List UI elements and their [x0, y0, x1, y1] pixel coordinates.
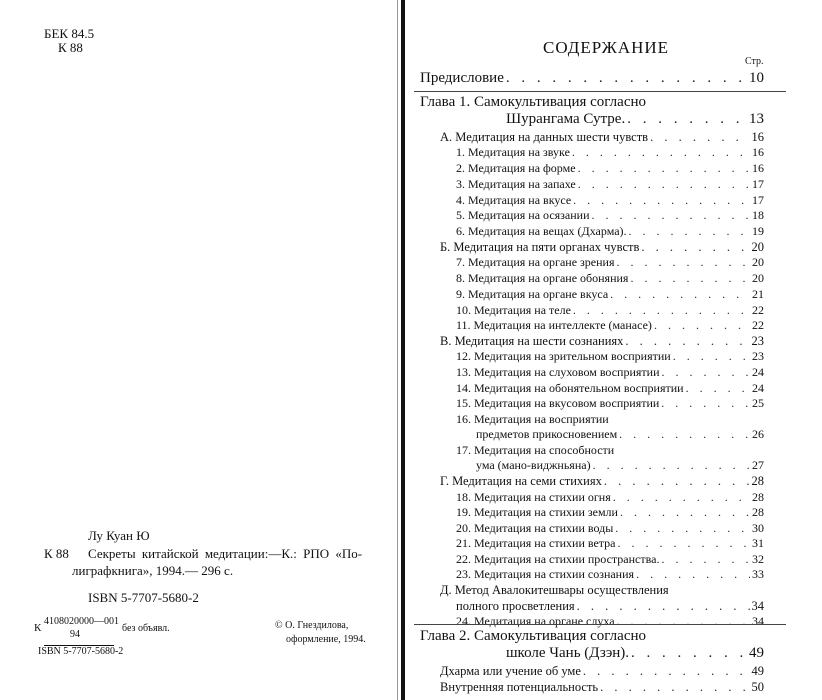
toc-entry: В. Медитация на шести сознаниях . . . 23	[440, 334, 764, 349]
toc-entry: А. Медитация на данных шести чувств . . . 16	[440, 130, 764, 145]
toc-entry: Глава 2. Самокультивация согласно	[420, 628, 647, 644]
bbk-code: К 88	[58, 40, 83, 55]
toc-entry: 7. Медитация на органе зрения . . . 20	[456, 255, 764, 270]
toc-entry: 21. Медитация на стихии ветра . . . 31	[456, 536, 764, 551]
biblio-line-1: Секреты китайской медитации:—К.: РПО «По-	[88, 546, 363, 561]
bbk-index: БЕК 84.5	[44, 26, 95, 41]
toc-entry: 23. Медитация на стихии сознания . . . 33	[456, 567, 764, 582]
toc-entry: 4. Медитация на вкусе . . . 17	[456, 193, 764, 208]
page-column-header: Стр.	[745, 56, 764, 67]
isbn-main: ISBN 5-7707-5680-2	[88, 590, 199, 605]
toc-entry: 11. Медитация на интеллекте (манасе) . . . 22	[456, 318, 764, 333]
toc-entry: Г. Медитация на семи стихиях . . . 28	[440, 474, 764, 489]
toc-entry: Внутренняя потенциальность . . . 50	[440, 680, 764, 695]
toc-entry: Д. Метод Авалокитешвары осуществления	[440, 583, 669, 597]
toc-entry: 2. Медитация на форме . . . 16	[456, 161, 764, 176]
toc-entry: 19. Медитация на стихии земли . . . 28	[456, 505, 764, 520]
toc-entry: 22. Медитация на стихии пространства. . . . 32	[456, 552, 764, 567]
toc-entry: 24. Медитация на органе слуха . . . 34	[456, 614, 764, 629]
toc-entry: школе Чань (Дзэн). . . . 49	[506, 645, 764, 662]
toc-entry: Б. Медитация на пяти органах чувств . . . 20	[440, 240, 764, 255]
toc-entry: Глава 1. Самокультивация согласно	[420, 94, 647, 110]
toc-entry: 3. Медитация на запахе . . . 17	[456, 177, 764, 192]
annotation-prefix: К	[34, 622, 42, 634]
copyright-line-2: оформление, 1994.	[286, 634, 366, 645]
toc-entry: Дхарма или учение об уме . . . 49	[440, 664, 764, 679]
copyright-line-1: © О. Гнездилова,	[275, 620, 349, 631]
toc-entry: предметов прикосновением . . . 26	[476, 427, 764, 442]
toc-entry: 20. Медитация на стихии воды . . . 30	[456, 521, 764, 536]
toc-entry: 14. Медитация на обонятельном восприятии . . . 24	[456, 381, 764, 396]
toc-entry: 5. Медитация на осязании . . . 18	[456, 208, 764, 223]
toc-entry: 12. Медитация на зрительном восприятии . . . 23	[456, 349, 764, 364]
biblio-code: К 88	[44, 546, 69, 561]
toc-title: СОДЕРЖАНИЕ	[543, 38, 670, 57]
isbn-bottom: ISBN 5-7707-5680-2	[38, 646, 124, 657]
toc-entry: 10. Медитация на теле . . . 22	[456, 303, 764, 318]
separator-line	[414, 91, 786, 92]
annotation-suffix: без объявл.	[122, 623, 170, 634]
toc-entry: 9. Медитация на органе вкуса . . . 21	[456, 287, 764, 302]
toc-entry: ума (мано-виджньяна) . . . 27	[476, 458, 764, 473]
binding-shadow	[397, 0, 398, 700]
toc-entry: Предисловие . . . 10	[420, 70, 764, 87]
toc-entry: 8. Медитация на органе обоняния . . . 20	[456, 271, 764, 286]
toc-entry: 1. Медитация на звуке . . . 16	[456, 145, 764, 160]
toc-entry: 18. Медитация на стихии огня . . . 28	[456, 490, 764, 505]
toc-entry: Шурангама Сутре. . . . 13	[506, 111, 764, 128]
page-divider	[401, 0, 405, 700]
toc-entry: 15. Медитация на вкусовом восприятии . . . 25	[456, 396, 764, 411]
annotation-numerator: 4108020000—001	[44, 616, 119, 627]
biblio-line-2: лиграфкнига», 1994.— 296 с.	[72, 563, 234, 578]
annotation-denominator: 94	[70, 629, 80, 640]
toc-entry: 17. Медитация на способности	[456, 443, 615, 457]
separator-line	[414, 624, 786, 625]
toc-entry: 13. Медитация на слуховом восприятии . . . 24	[456, 365, 764, 380]
author: Лу Куан Ю	[88, 528, 150, 543]
toc-entry: 16. Медитация на восприятии	[456, 412, 609, 426]
toc-entry: 6. Медитация на вещах (Дхарма). . . . 19	[456, 224, 764, 239]
toc-entry: полного просветления . . . 34	[456, 599, 764, 614]
